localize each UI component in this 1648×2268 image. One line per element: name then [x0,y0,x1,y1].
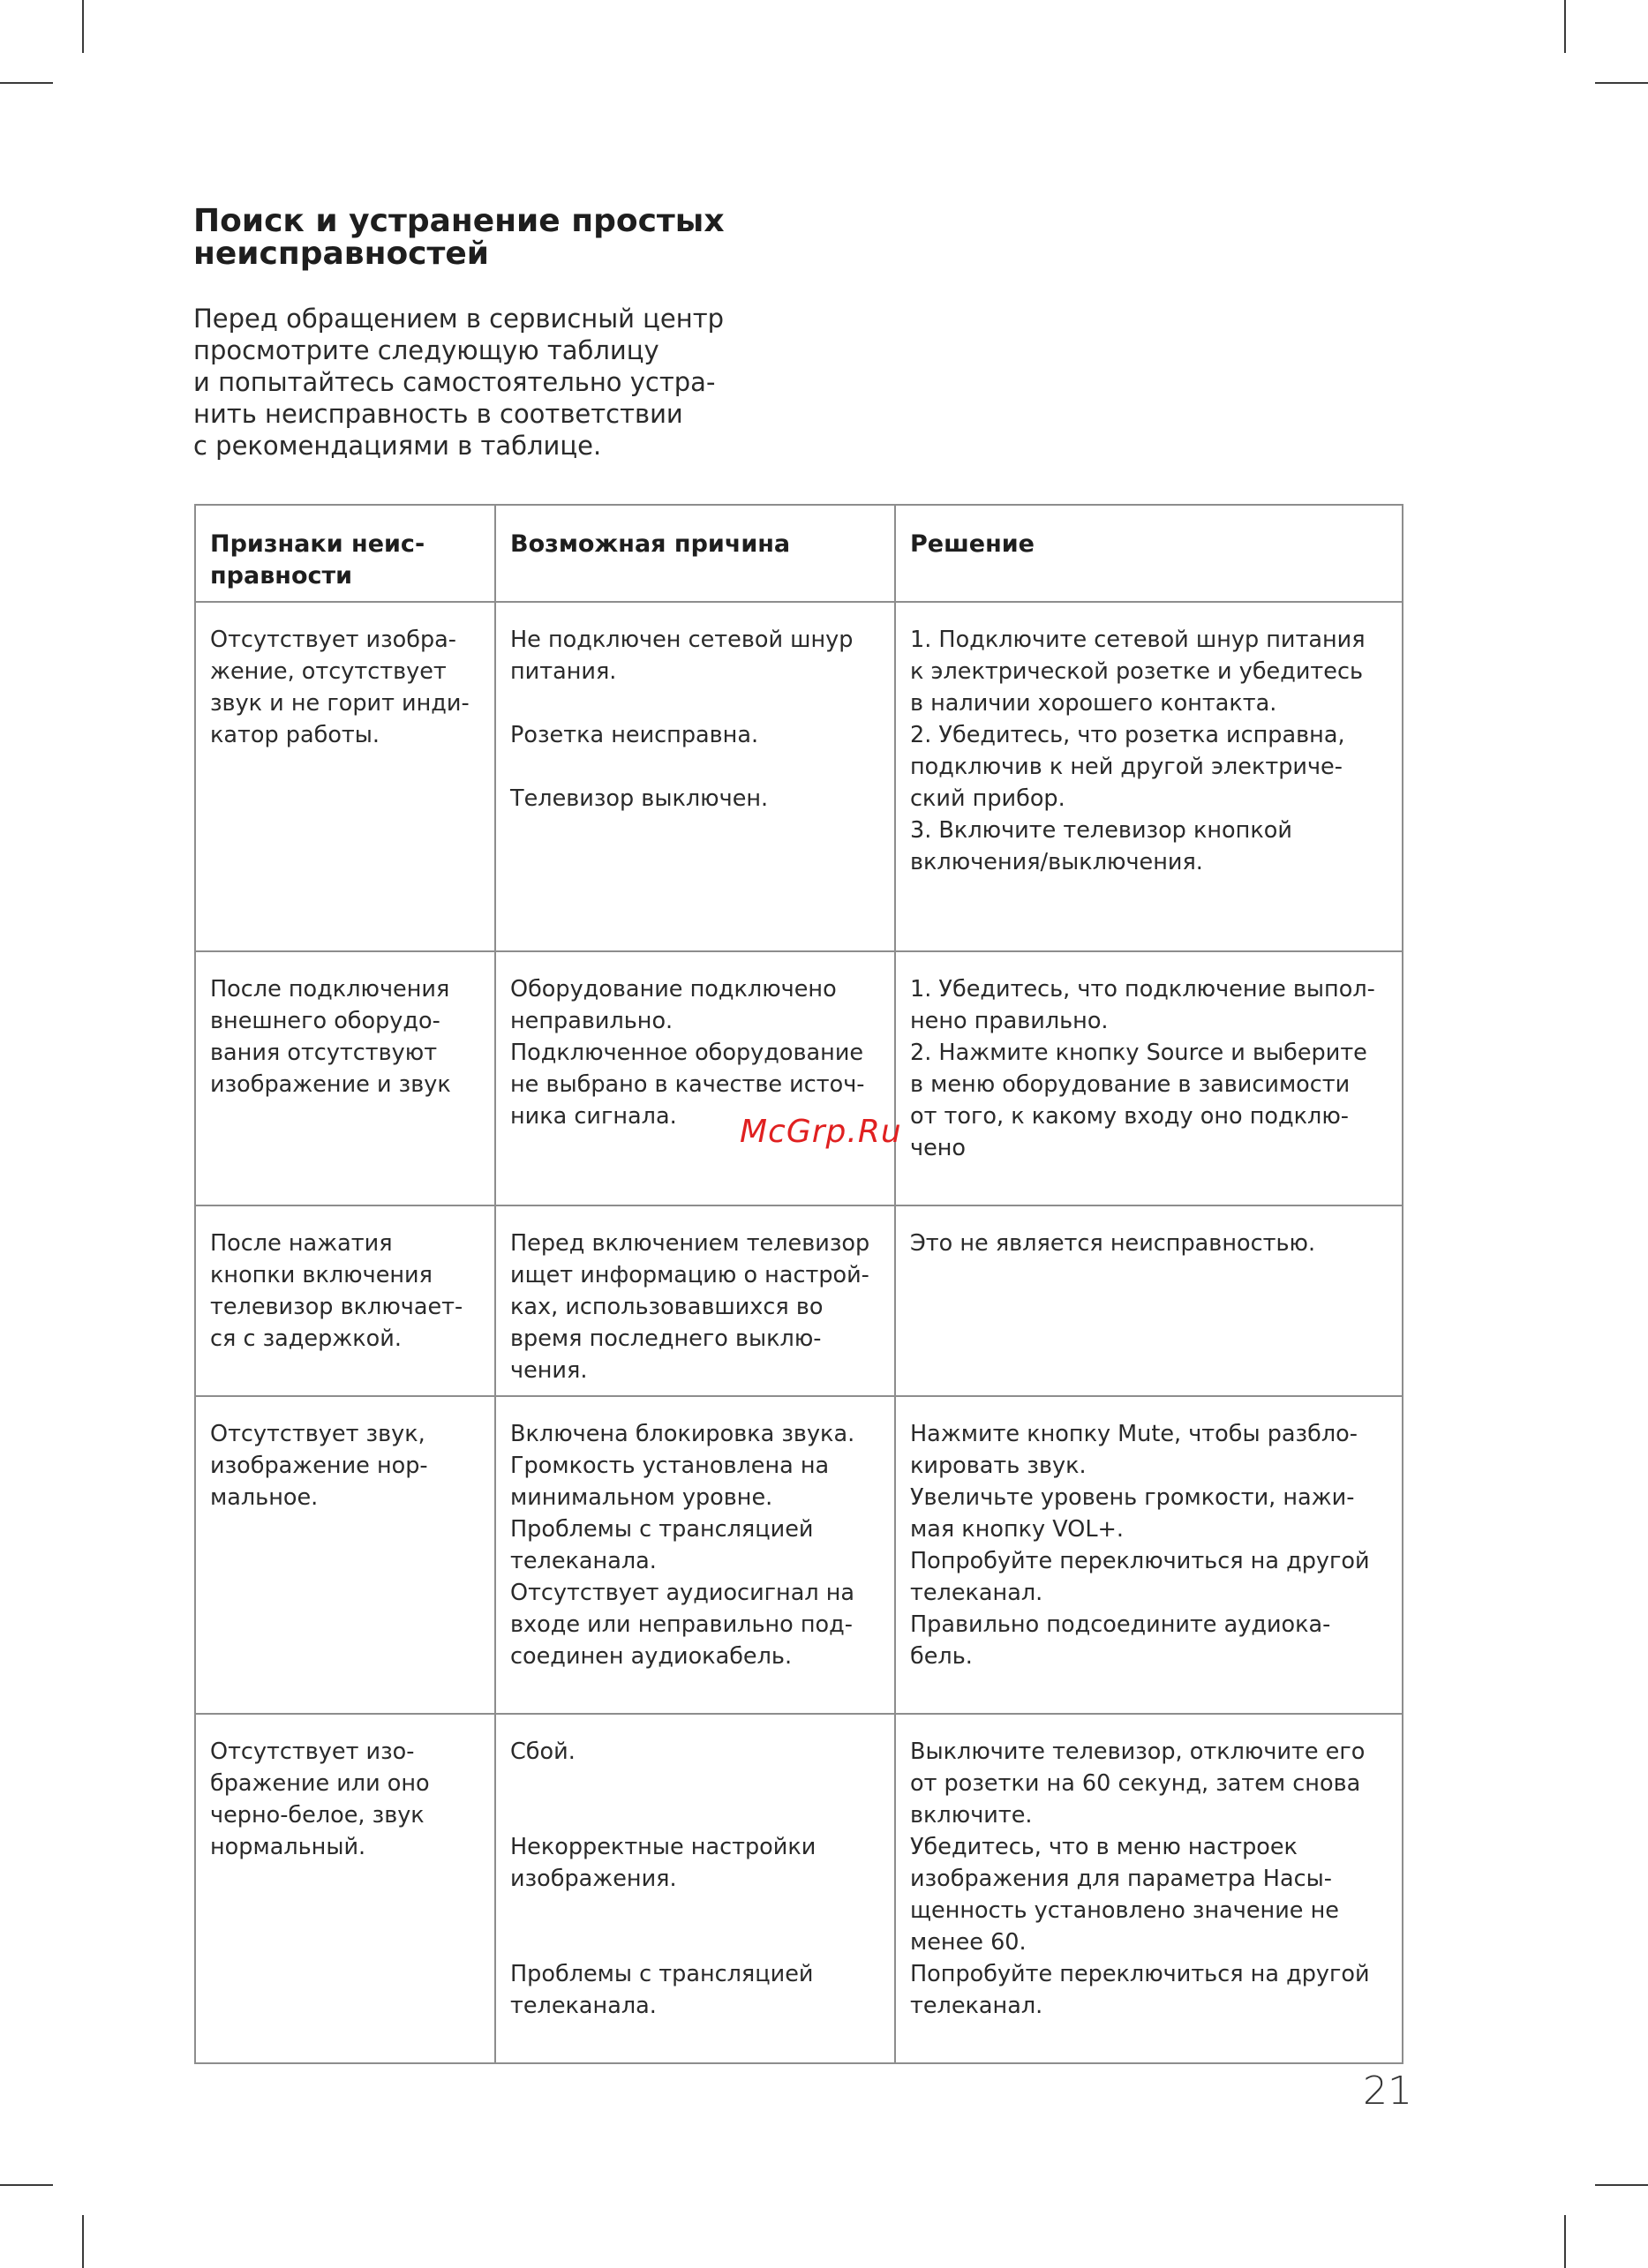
cell-cause [495,1396,895,1714]
cell-text-line: Отсутствует звук, [210,1421,425,1447]
cell-text-line: Подключенное оборудование [510,1040,864,1066]
cell-text-line: ся с задержкой. [210,1326,402,1352]
cell-text-line: Убедитесь, что в меню настроек [910,1834,1298,1860]
cell-text-line: Телевизор выключен. [510,785,769,812]
cell-text-line: правности [210,562,353,590]
cell-text-line: соединен аудиокабель. [510,1643,793,1670]
cell-text-line: телеканал. [910,1993,1043,2019]
cell-text-line: 2. Убедитесь, что розетка исправна, [910,722,1345,748]
cell-symptom [195,1205,495,1396]
cell-text-line: вания отсутствуют [210,1040,438,1066]
cell-text-line: время последнего выклю- [510,1326,822,1352]
cell-text-line: катор работы. [210,722,380,748]
cell-text-line: Проблемы с трансляцией [510,1516,814,1543]
cell-text-line: После подключения [210,976,450,1003]
cell-text-line: бель. [910,1643,973,1670]
header-solution [895,505,1403,602]
cell-text-line: Проблемы с трансляцией [510,1961,814,1987]
cell-text-line: Возможная причина [510,530,791,558]
cell-text-line: черно-белое, звук [210,1802,425,1829]
cell-text-line: Некорректные настройки [510,1834,816,1860]
cell-text-line: изображения для параметра Насы- [910,1866,1332,1892]
cell-text-line: от того, к какому входу оно подклю- [910,1103,1350,1130]
cell-text-line: Правильно подсоедините аудиока- [910,1611,1331,1638]
cell-spacer [510,1768,882,1799]
cell-text-line: телеканал. [910,1580,1043,1606]
intro-line: просмотрите следующую таблицу [193,335,659,365]
cell-text-line: Выключите телевизор, отключите его [910,1739,1366,1765]
cell-text-line: менее 60. [910,1929,1027,1956]
cell-text-line: Отсутствует изобра- [210,627,457,653]
cell-solution [895,1714,1403,2063]
cell-text-line: Попробуйте переключиться на другой [910,1548,1370,1574]
intro-line: нить неисправность в соответствии [193,399,683,429]
cell-text-line: 3. Включите телевизор кнопкой [910,817,1292,844]
cell-text-line: кировать звук. [910,1453,1087,1479]
cell-text-line: кнопки включения [210,1262,433,1288]
cell-text-line: звук и не горит инди- [210,690,470,717]
cell-text-line: Увеличьте уровень громкости, нажи- [910,1484,1355,1511]
cell-spacer [510,751,882,783]
cell-text-line: нормальный. [210,1834,366,1860]
header-cause [495,505,895,602]
cell-text-line: от розетки на 60 секунд, затем снова [910,1770,1361,1797]
cell-text-line: в меню оборудование в зависимости [910,1071,1351,1098]
cell-cause [495,951,895,1205]
cell-solution [895,1396,1403,1714]
intro-paragraph [193,303,917,462]
cell-text-line: чения. [510,1357,588,1384]
intro-line: с рекомендациями в таблице. [193,431,602,461]
cell-text-line: щенность установлено значение не [910,1897,1339,1924]
page-title-line: Поиск и устранение простых [193,203,725,239]
cell-text-line: жение, отсутствует [210,658,447,685]
cell-text-line: изображения. [510,1866,677,1892]
cell-spacer [510,1799,882,1831]
cell-text-line: Попробуйте переключиться на другой [910,1961,1370,1987]
cell-text-line: Это не является неисправностью. [910,1230,1316,1257]
crop-mark-bottom-left-horizontal [0,2184,53,2186]
cell-text-line: 2. Нажмите кнопку Source и выберите [910,1040,1367,1066]
cell-text-line: включите. [910,1802,1033,1829]
cell-text-line: входе или неправильно под- [510,1611,853,1638]
cell-symptom [195,602,495,951]
cell-text-line: 1. Убедитесь, что подключение выпол- [910,976,1375,1003]
cell-text-line: Громкость установлена на [510,1453,830,1479]
intro-line: и попытайтесь самостоятельно устра- [193,367,716,397]
cell-solution [895,951,1403,1205]
crop-mark-top-right-horizontal [1595,82,1648,84]
cell-text-line: Признаки неис- [210,530,425,558]
cell-text-line: изображение и звук [210,1071,451,1098]
watermark-text: McGrp.Ru [740,1114,902,1150]
cell-text-line: ках, использовавшихся во [510,1294,824,1320]
page-title-line: неисправностей [193,236,490,272]
cell-text-line: внешнего оборудо- [210,1008,440,1034]
cell-text-line: Отсутствует изо- [210,1739,415,1765]
table-row [195,1714,1403,2063]
cell-text-line: телевизор включает- [210,1294,463,1320]
cell-text-line: Розетка неисправна. [510,722,759,748]
crop-mark-top-right-vertical [1564,0,1566,53]
cell-solution [895,602,1403,951]
cell-cause [495,602,895,951]
page-title [193,205,917,270]
cell-symptom [195,951,495,1205]
header-symptom [195,505,495,602]
troubleshooting-table [194,504,1403,2064]
cell-text-line: не выбрано в качестве источ- [510,1071,865,1098]
intro-line: Перед обращением в сервисный центр [193,304,725,334]
table-row [195,1396,1403,1714]
cell-text-line: телеканала. [510,1993,657,2019]
cell-spacer [510,687,882,719]
cell-text-line: телеканала. [510,1548,657,1574]
cell-text-line: ника сигнала. [510,1103,677,1130]
cell-spacer [510,1926,882,1958]
cell-text-line: 1. Подключите сетевой шнур питания [910,627,1366,653]
table-row [195,951,1403,1205]
crop-mark-bottom-right-horizontal [1595,2184,1648,2186]
cell-text-line: включения/выключения. [910,849,1203,875]
cell-text-line: минимальном уровне. [510,1484,773,1511]
page-number: 21 [1363,2069,1412,2114]
cell-text-line: Не подключен сетевой шнур [510,627,854,653]
cell-text-line: Перед включением телевизор [510,1230,870,1257]
table-row [195,602,1403,951]
cell-text-line: чено [910,1135,967,1161]
crop-mark-bottom-right-vertical [1564,2215,1566,2268]
cell-text-line: нено правильно. [910,1008,1109,1034]
table-row [195,1205,1403,1396]
cell-text-line: мая кнопку VOL+. [910,1516,1125,1543]
cell-text-line: питания. [510,658,617,685]
cell-text-line: мальное. [210,1484,319,1511]
cell-symptom [195,1714,495,2063]
cell-text-line: Решение [910,530,1035,558]
cell-symptom [195,1396,495,1714]
cell-text-line: Нажмите кнопку Mute, чтобы разбло- [910,1421,1358,1447]
cell-text-line: Включена блокировка звука. [510,1421,855,1447]
cell-text-line: к электрической розетке и убедитесь [910,658,1364,685]
cell-cause [495,1205,895,1396]
cell-text-line: неправильно. [510,1008,673,1034]
crop-mark-top-left-vertical [82,0,84,53]
cell-spacer [510,1895,882,1926]
cell-text-line: бражение или оно [210,1770,430,1797]
cell-text-line: изображение нор- [210,1453,428,1479]
cell-text-line: подключив к ней другой электриче- [910,754,1343,780]
cell-solution [895,1205,1403,1396]
crop-mark-bottom-left-vertical [82,2215,84,2268]
crop-mark-top-left-horizontal [0,82,53,84]
cell-text-line: Отсутствует аудиосигнал на [510,1580,855,1606]
table-header-row [195,505,1403,602]
cell-text-line: Оборудование подключено [510,976,837,1003]
cell-text-line: Сбой. [510,1739,576,1765]
cell-text-line: в наличии хорошего контакта. [910,690,1277,717]
cell-cause [495,1714,895,2063]
cell-text-line: После нажатия [210,1230,393,1257]
cell-text-line: ский прибор. [910,785,1065,812]
cell-text-line: ищет информацию о настрой- [510,1262,869,1288]
